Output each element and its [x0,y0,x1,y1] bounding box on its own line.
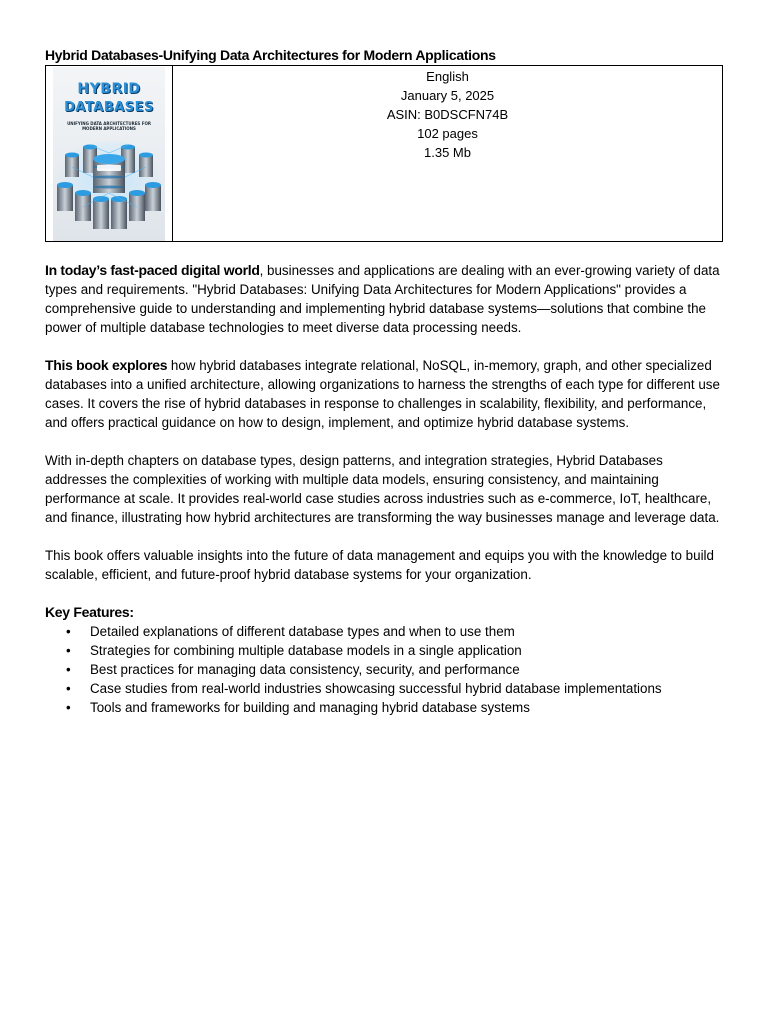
book-details-cell [173,66,723,242]
key-features-list [45,622,725,717]
bullet-icon: • [66,700,71,715]
list-item-text: Best practices for managing data consistency, security, and performance [90,662,520,677]
cover-cell [46,66,173,242]
list-item [45,641,725,660]
key-features-heading: Key Features: [45,604,134,620]
list-item [45,660,725,679]
book-cover-image [53,67,165,241]
file-size: 1.35 Mb [424,145,471,160]
bullet-icon: • [66,643,71,658]
paragraph-2-text: how hybrid databases integrate relational, NoSQL, in-memory, graph, and other specialized databases into a unified architecture, allowing organizations to harness the strengths of each type for different use cases. It covers the rise of hybrid databases in response to challenges in scalability, flexibility, and performance, and offers practical guidance on how to design, implement, and optimize hybrid database systems. [45,358,720,430]
description-paragraph-2 [45,356,725,432]
book-description [45,261,725,717]
bullet-icon: • [66,662,71,677]
paragraph-2-lead: This book explores [45,357,168,373]
cover-subtitle: UNIFYING DATA ARCHITECTURES FOR MODERN APPLICATIONS [67,121,151,131]
document-header [45,46,723,242]
description-paragraph-1 [45,261,725,337]
paragraph-1-text: , businesses and applications are dealing with an ever-growing variety of data types and requirements. "Hybrid Databases: Unifying Data Architectures for Modern Applications" provides a comprehensive guide to understanding and implementing hybrid database systems—solutions that combine the power of multiple database technologies to meet diverse data processing needs. [45,263,720,335]
description-paragraph-4: This book offers valuable insights into the future of data management and equips you with the knowledge to build scalable, efficient, and future-proof hybrid database systems for your organization. [45,548,714,582]
list-item-text: Strategies for combining multiple database models in a single application [90,643,522,658]
description-paragraph-3: With in-depth chapters on database types, design patterns, and integration strategies, Hybrid Databases addresses the complexities of working with multiple data models, ensuring consistency, and maintaining performance at scale. It provides real-world case studies across industries such as e-commerce, IoT, healthcare, and finance, illustrating how hybrid architectures are transforming the way businesses manage and leverage data. [45,453,720,525]
bullet-icon: • [66,681,71,696]
database-stack-illustration [53,67,165,241]
list-item-text: Tools and frameworks for building and managing hybrid database systems [90,700,530,715]
list-item [45,622,725,641]
list-item-text: Detailed explanations of different database types and when to use them [90,624,515,639]
list-item [45,698,725,717]
book-info-table [45,65,723,242]
cover-title-line1: HYBRID [77,81,141,97]
publication-date: January 5, 2025 [400,88,495,103]
bullet-icon: • [66,624,71,639]
document-title: Hybrid Databases-Unifying Data Architectures for Modern Applications [45,47,496,63]
language: English [426,69,469,84]
page-count: 102 pages [417,126,478,141]
list-item-text: Case studies from real-world industries showcasing successful hybrid database implementations [90,681,662,696]
paragraph-1-lead: In today’s fast-paced digital world [45,262,260,278]
list-item [45,679,725,698]
asin: ASIN: B0DSCFN74B [386,107,509,122]
cover-title-line2: DATABASES [64,100,154,115]
